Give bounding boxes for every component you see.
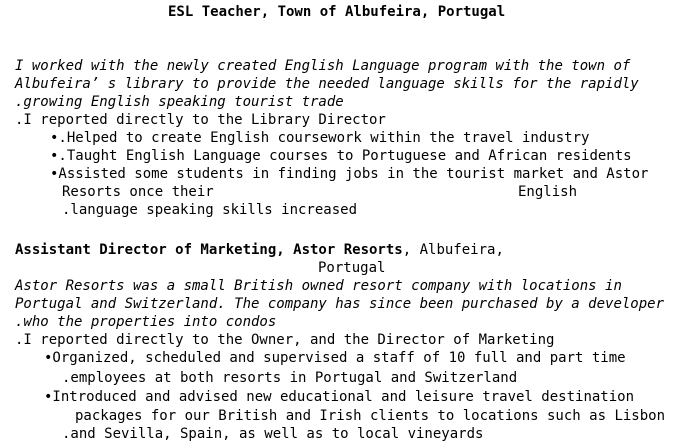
job-title-bold: Assistant Director of Marketing, Astor Resorts [15,242,403,258]
job-description-line: .who the properties into condos [15,314,277,330]
bullet-continuation: .employees at both resorts in Portugal and Switzerland [62,370,518,386]
job-title-esl-teacher: ESL Teacher, Town of Albufeira, Portugal [168,4,506,20]
bullet-item: •.Taught English Language courses to Portuguese and African residents [50,148,632,164]
job-location-country: Portugal [318,260,386,276]
reporting-line: .I reported directly to the Owner, and the Director of Marketing [15,332,555,348]
job-title-assistant-director [15,241,504,259]
job-description-line: Portugal and Switzerland. The company has since been purchased by a developer [15,296,665,312]
bullet-continuation: Resorts once their [62,184,214,200]
bullet-continuation: English [518,184,578,200]
job-description-line: I worked with the newly created English Language program with the town of [15,58,631,74]
bullet-item: •.Helped to create English coursework within the travel industry [50,130,590,146]
job-location: , Albufeira, [402,242,504,258]
job-description-line: .growing English speaking tourist trade [15,94,344,110]
job-description-line: Albufeira’ s library to provide the needed language skills for the rapidly [15,76,639,92]
bullet-item: •Organized, scheduled and supervised a staff of 10 full and part time [44,350,626,366]
reporting-line: .I reported directly to the Library Director [15,112,386,128]
bullet-continuation: packages for our British and Irish clients to locations such as Lisbon [75,408,666,424]
bullet-continuation: .language speaking skills increased [62,202,358,218]
bullet-item: •Introduced and advised new educational and leisure travel destination [44,389,635,405]
bullet-item: •Assisted some students in finding jobs in the tourist market and Astor [50,166,649,182]
bullet-continuation: .and Sevilla, Spain, as well as to local vineyards [62,426,484,442]
job-description-line: Astor Resorts was a small British owned resort company with locations in [15,278,622,294]
